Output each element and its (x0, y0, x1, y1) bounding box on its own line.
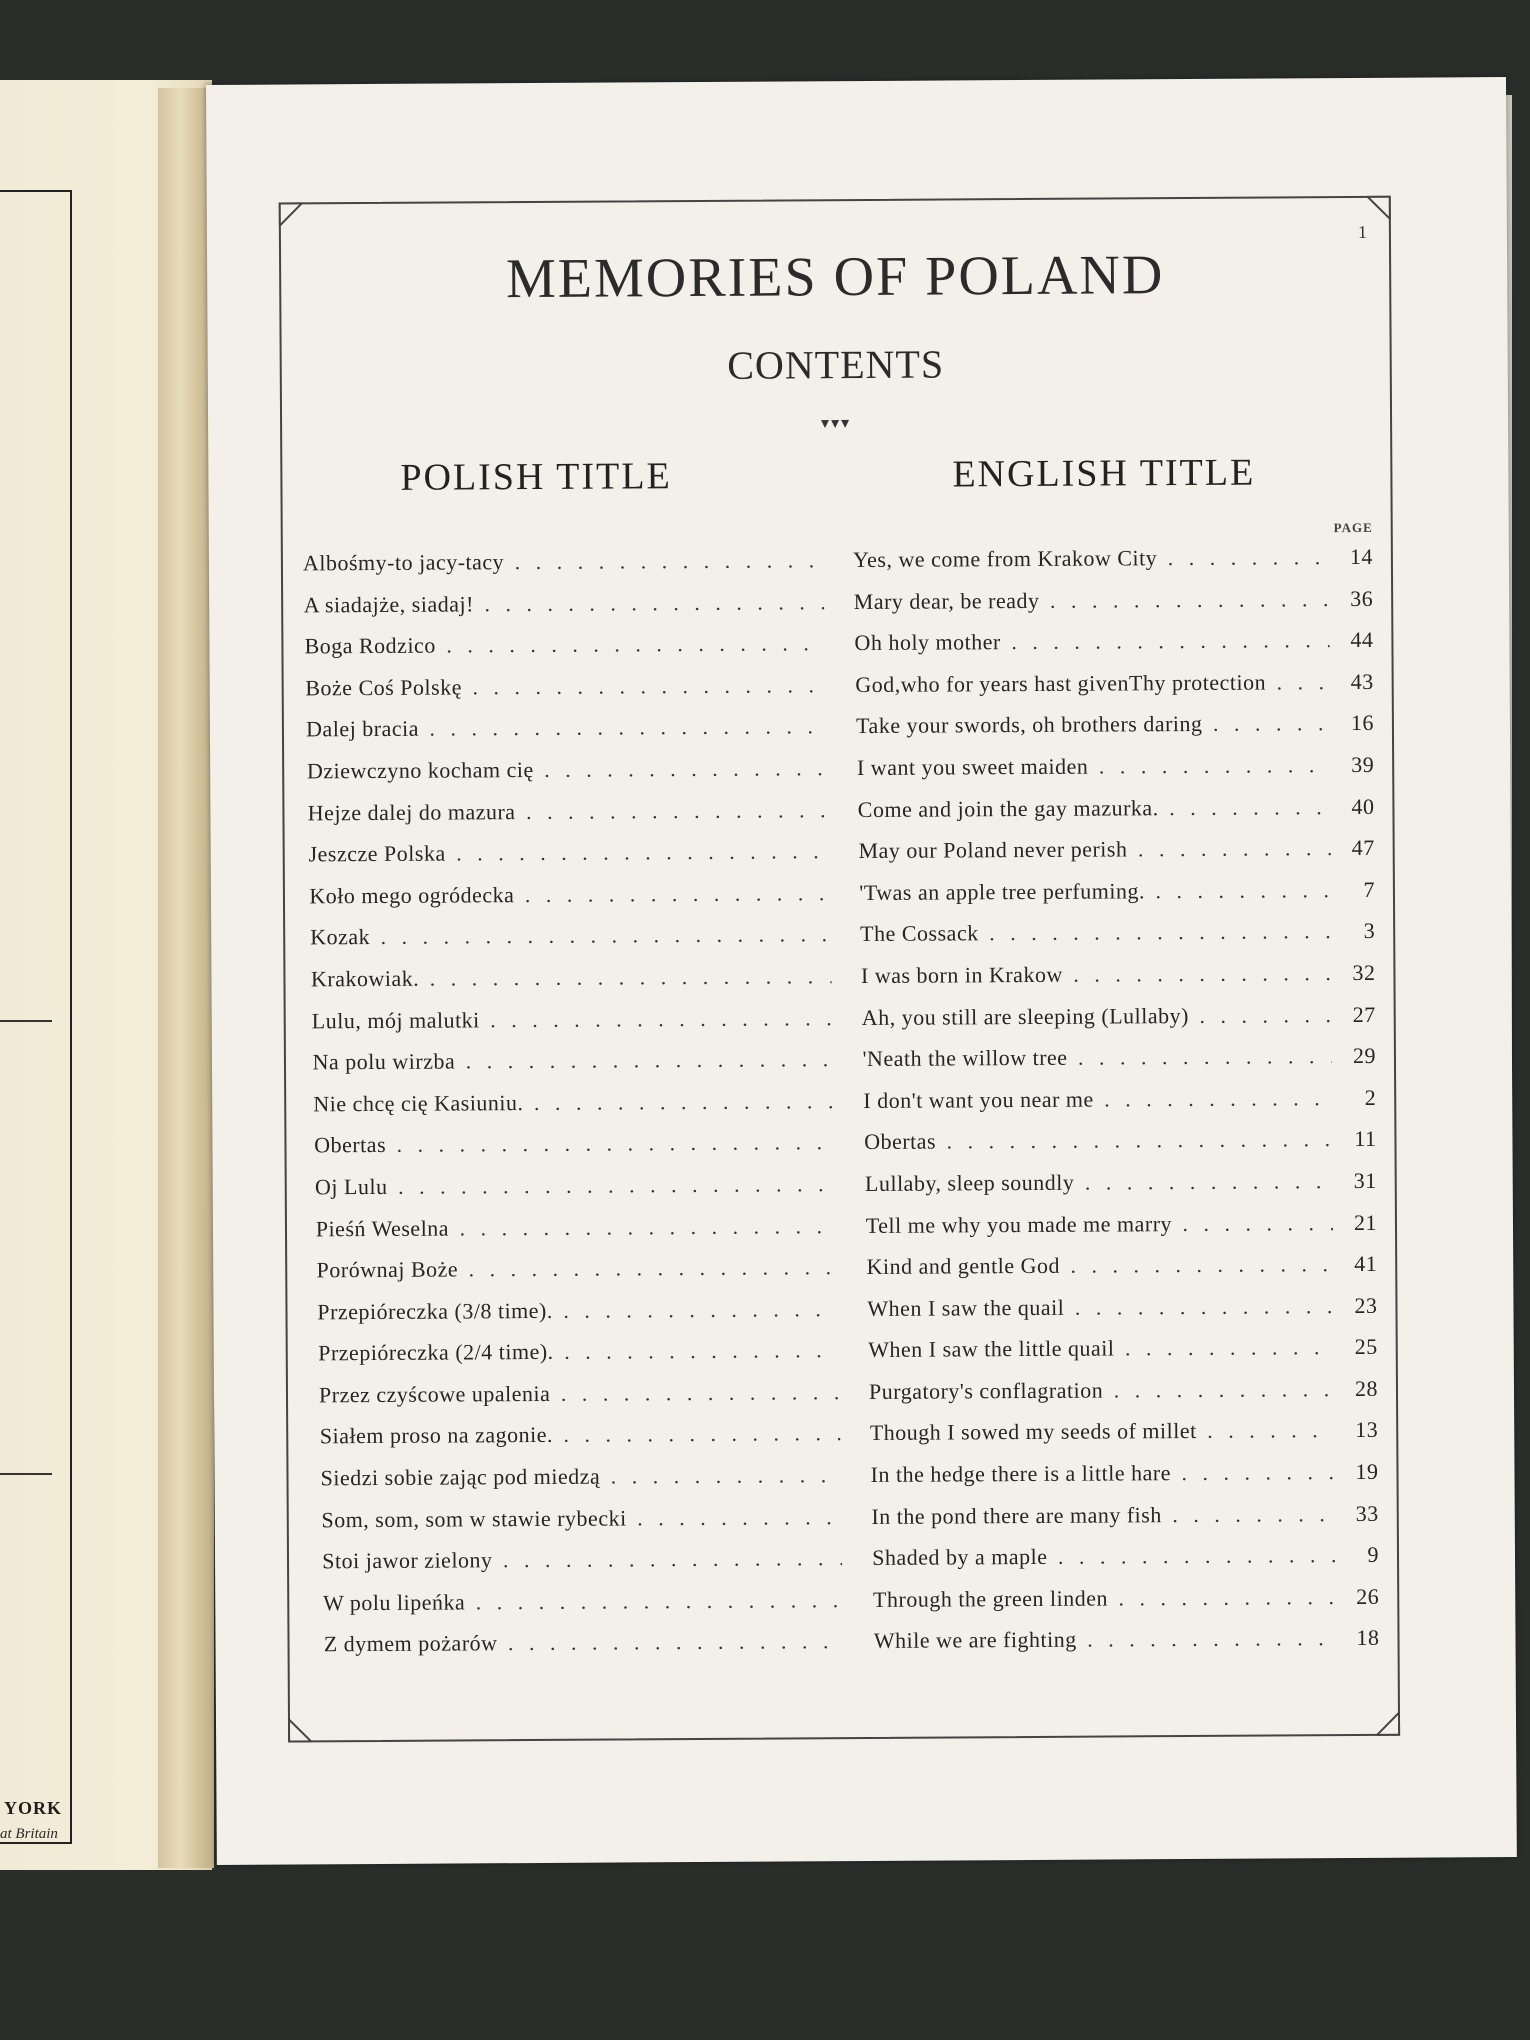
polish-title: Obertas . . . (314, 1129, 834, 1158)
polish-title: Stoi jawor zielony . . . (322, 1545, 842, 1574)
polish-title: Porównaj Boże . . . (317, 1254, 837, 1283)
contents-row (310, 918, 1375, 966)
corner-ornament (279, 202, 303, 226)
contents-row (317, 1251, 1378, 1299)
polish-title: Boże Coś Polskę . . . (305, 672, 825, 701)
page-ref: 33 (1335, 1501, 1379, 1527)
contents-row (322, 1542, 1379, 1590)
left-page-text-york: YORK (4, 1798, 62, 1818)
english-title: While we are fighting . . . (874, 1625, 1364, 1654)
page-ref: 2 (1332, 1085, 1376, 1111)
contents-row (312, 1001, 1376, 1049)
english-title: May our Poland never perish . . . (858, 835, 1348, 864)
english-title: Shaded by a maple . . . (872, 1542, 1362, 1571)
polish-title-header: POLISH TITLE (400, 455, 672, 499)
english-title: Though I sowed my seeds of millet . . . (870, 1417, 1360, 1446)
polish-title: Boga Rodzico . . . (304, 630, 824, 659)
page-ref: 7 (1331, 877, 1375, 903)
english-title: Mary dear, be ready . . . (854, 586, 1344, 615)
page-ref: 43 (1330, 669, 1374, 695)
contents-row (318, 1334, 1378, 1382)
contents-row (312, 1043, 1376, 1091)
contents-row (320, 1417, 1379, 1465)
polish-title: A siadajże, siadaj! . . . (304, 589, 824, 618)
polish-title: Albośmy-to jacy-tacy . . . (303, 547, 823, 576)
page-ref: 9 (1335, 1542, 1379, 1568)
page-ref: 39 (1330, 752, 1374, 778)
english-title: The Cossack . . . (860, 918, 1350, 947)
left-page-rule (0, 1473, 52, 1475)
english-title: Come and join the gay mazurka. . . . (858, 794, 1348, 823)
english-title: Ah, you still are sleeping (Lullaby) . . . (862, 1002, 1352, 1031)
left-page-text-britain: at Britain (0, 1826, 58, 1842)
page-ref: 40 (1330, 793, 1374, 819)
polish-title: Oj Lulu . . . (315, 1171, 835, 1200)
polish-title: Przez czyścowe upalenia . . . (319, 1379, 839, 1408)
page-column-header: PAGE (1333, 519, 1373, 536)
english-title: God,who for years hast givenThy protection . . . (855, 669, 1345, 698)
contents-list (303, 544, 1380, 1674)
contents-row (317, 1293, 1377, 1341)
english-title: When I saw the quail . . . (867, 1293, 1357, 1322)
page-ref: 23 (1333, 1293, 1377, 1319)
contents-row (319, 1376, 1378, 1424)
polish-title: Przepióreczka (2/4 time). . . . (318, 1337, 838, 1366)
english-title: 'Neath the willow tree . . . (862, 1043, 1352, 1072)
english-title: In the pond there are many fish . . . (871, 1501, 1361, 1530)
page-ref: 25 (1334, 1334, 1378, 1360)
page-ref: 11 (1332, 1126, 1376, 1152)
page-ref: 21 (1333, 1209, 1377, 1235)
polish-title: Z dymem pożarów . . . (324, 1629, 844, 1658)
contents-row (321, 1459, 1379, 1507)
page-ref: 32 (1331, 960, 1375, 986)
english-title: Obertas . . . (864, 1126, 1354, 1155)
polish-title: Jeszcze Polska . . . (308, 838, 828, 867)
page-ref: 28 (1334, 1376, 1378, 1402)
page-ref: 19 (1334, 1459, 1378, 1485)
english-title: When I saw the little quail . . . (868, 1334, 1358, 1363)
english-title: Oh holy mother . . . (854, 627, 1344, 656)
english-title: Kind and gentle God . . . (866, 1251, 1356, 1280)
polish-title: Dziewczyno kocham cię . . . (307, 755, 827, 784)
english-title: Yes, we come from Krakow City . . . (853, 544, 1343, 573)
polish-title: Kozak . . . (310, 922, 830, 951)
page-ref: 18 (1335, 1625, 1379, 1651)
polish-title: Koło mego ogródecka . . . (309, 880, 829, 909)
contents-row (308, 793, 1375, 841)
contents-row (303, 544, 1373, 592)
polish-title: Krakowiak. . . . (311, 963, 831, 992)
polish-title: Lulu, mój malutki . . . (312, 1005, 832, 1034)
contents-row (324, 1625, 1380, 1673)
english-title: Lullaby, sleep soundly . . . (865, 1168, 1355, 1197)
page-ref: 13 (1334, 1417, 1378, 1443)
contents-row (314, 1126, 1377, 1174)
polish-title: Pieśń Weselna . . . (316, 1213, 836, 1242)
triangle-ornament: ▾▾▾ (820, 415, 852, 433)
page-ref: 31 (1333, 1168, 1377, 1194)
polish-title: Som, som, som w stawie rybecki . . . (321, 1504, 841, 1533)
page-ref: 36 (1329, 585, 1373, 611)
left-page-rule (0, 1020, 52, 1022)
english-title: I want you sweet maiden . . . (857, 752, 1347, 781)
polish-title: Siałem proso na zagonie. . . . (320, 1421, 840, 1450)
contents-row (308, 835, 1374, 883)
book-title: MEMORIES OF POLAND (505, 244, 1165, 311)
corner-ornament (1367, 196, 1391, 220)
english-title: 'Twas an apple tree perfuming. . . . (859, 877, 1349, 906)
contents-row (304, 585, 1374, 633)
page-ref: 41 (1333, 1251, 1377, 1277)
contents-row (307, 752, 1374, 800)
polish-title: Przepióreczka (3/8 time). . . . (317, 1296, 837, 1325)
corner-ornament (1376, 1712, 1400, 1736)
contents-row (323, 1584, 1379, 1632)
contents-row (313, 1085, 1376, 1133)
page-ref: 26 (1335, 1584, 1379, 1610)
polish-title: Na polu wirzba . . . (312, 1046, 832, 1075)
page-ref: 27 (1332, 1001, 1376, 1027)
english-title: I was born in Krakow . . . (861, 960, 1351, 989)
page-ref: 47 (1331, 835, 1375, 861)
left-page-frame (0, 190, 72, 1844)
page-number: 1 (1357, 221, 1367, 242)
polish-title: Hejze dalej do mazura . . . (308, 797, 828, 826)
english-title: I don't want you near me . . . (863, 1085, 1353, 1114)
english-title: In the hedge there is a little hare . . . (871, 1459, 1361, 1488)
polish-title: Nie chcę cię Kasiuniu. . . . (313, 1088, 833, 1117)
polish-title: Dalej bracia . . . (306, 714, 826, 743)
contents-row (316, 1209, 1377, 1257)
page-ref: 14 (1329, 544, 1373, 570)
contents-heading: CONTENTS (727, 341, 945, 388)
english-title: Tell me why you made me marry . . . (866, 1209, 1356, 1238)
contents-row (304, 627, 1373, 675)
contents-row (315, 1168, 1377, 1216)
english-title: Take your swords, oh brothers daring . . . (856, 710, 1346, 739)
corner-ornament (288, 1718, 312, 1742)
page-ref: 3 (1331, 918, 1375, 944)
english-title-header: ENGLISH TITLE (952, 451, 1256, 496)
contents-row (321, 1501, 1379, 1549)
contents-row (311, 960, 1376, 1008)
page-ref: 29 (1332, 1043, 1376, 1069)
polish-title: W polu lipeńka . . . (323, 1587, 843, 1616)
page-ref: 44 (1329, 627, 1373, 653)
contents-row (306, 710, 1374, 758)
book-gutter (158, 88, 214, 1868)
polish-title: Siedzi sobie zając pod miedzą . . . (321, 1462, 841, 1491)
page-ref: 16 (1330, 710, 1374, 736)
contents-row (305, 669, 1374, 717)
english-title: Through the green linden . . . (873, 1584, 1363, 1613)
contents-frame (279, 196, 1400, 1743)
contents-row (309, 877, 1375, 925)
contents-page (206, 77, 1517, 1865)
english-title: Purgatory's conflagration . . . (869, 1376, 1359, 1405)
